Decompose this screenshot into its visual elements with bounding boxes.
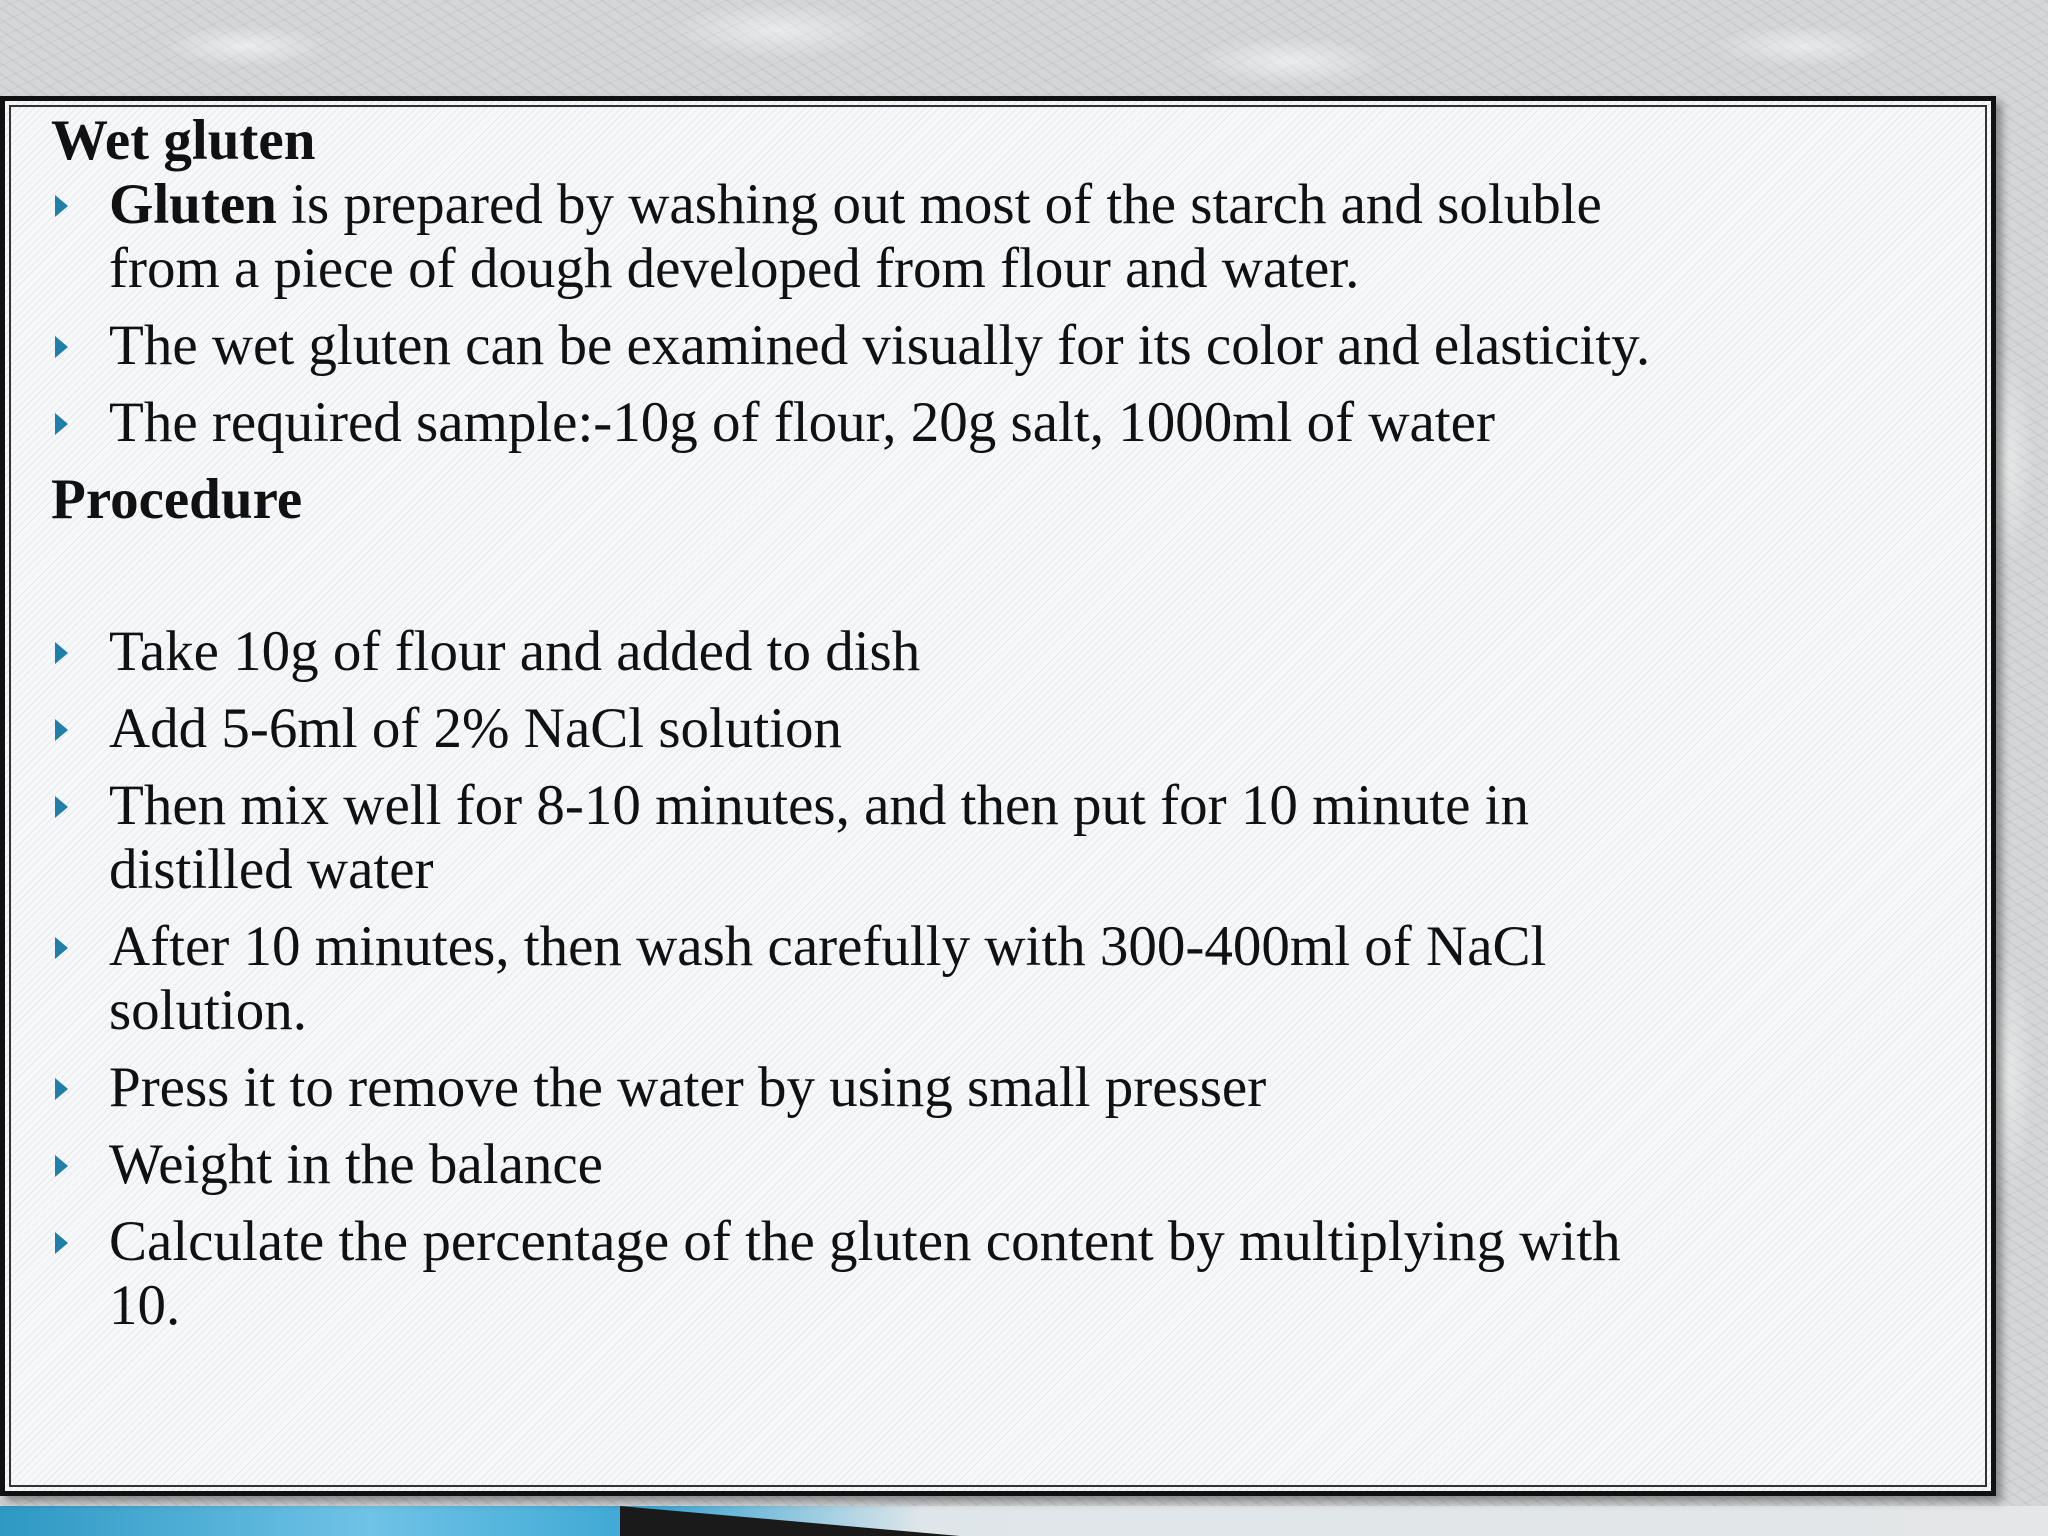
spacer bbox=[51, 532, 1971, 620]
list-item-line: Take 10g of flour and added to dish bbox=[109, 620, 921, 683]
list-item bbox=[51, 173, 1971, 301]
bottom-accent-wedge bbox=[620, 1506, 960, 1536]
triangle-right-icon bbox=[55, 336, 68, 358]
list-item bbox=[51, 314, 1971, 378]
list-item-line: Calculate the percentage of the gluten content by multiplying with bbox=[109, 1210, 1621, 1273]
list-item-line: The wet gluten can be examined visually for its color and elasticity. bbox=[109, 314, 1651, 377]
wet-gluten-list bbox=[51, 173, 1971, 455]
list-item-line: Then mix well for 8-10 minutes, and then put for 10 minute in bbox=[109, 774, 1529, 837]
slide-content bbox=[51, 109, 1971, 1351]
list-item bbox=[51, 697, 1971, 761]
bottom-accent-band bbox=[0, 1506, 2048, 1536]
list-item bbox=[51, 1056, 1971, 1120]
content-panel bbox=[0, 96, 1996, 1496]
list-item-line: solution. bbox=[109, 979, 307, 1042]
list-item-line: Press it to remove the water by using small presser bbox=[109, 1056, 1267, 1119]
triangle-right-icon bbox=[55, 1155, 68, 1177]
triangle-right-icon bbox=[55, 719, 68, 741]
list-item-line: from a piece of dough developed from flour and water. bbox=[109, 237, 1360, 300]
procedure-list bbox=[51, 620, 1971, 1338]
list-item-line bbox=[109, 173, 1971, 237]
section-heading-wet-gluten: Wet gluten bbox=[51, 109, 316, 172]
list-item bbox=[51, 620, 1971, 684]
list-item-line: After 10 minutes, then wash carefully with 300-400ml of NaCl bbox=[109, 915, 1547, 978]
list-item-line: Add 5-6ml of 2% NaCl solution bbox=[109, 697, 843, 760]
list-item-line: The required sample:-10g of flour, 20g salt, 1000ml of water bbox=[109, 391, 1495, 454]
list-item bbox=[51, 1133, 1971, 1197]
list-item-line: 10. bbox=[109, 1274, 181, 1337]
list-item-text: is prepared by washing out most of the starch and soluble bbox=[276, 173, 1602, 236]
list-item bbox=[51, 915, 1971, 1043]
section-heading-procedure: Procedure bbox=[51, 468, 303, 531]
triangle-right-icon bbox=[55, 1078, 68, 1100]
list-item-bold-lead: Gluten bbox=[109, 173, 277, 236]
triangle-right-icon bbox=[55, 796, 68, 818]
triangle-right-icon bbox=[55, 642, 68, 664]
list-item bbox=[51, 391, 1971, 455]
list-item bbox=[51, 1210, 1971, 1338]
triangle-right-icon bbox=[55, 937, 68, 959]
triangle-right-icon bbox=[55, 413, 68, 435]
list-item-line: Weight in the balance bbox=[109, 1133, 603, 1196]
list-item-line: distilled water bbox=[109, 838, 434, 901]
triangle-right-icon bbox=[55, 195, 68, 217]
triangle-right-icon bbox=[55, 1232, 68, 1254]
list-item bbox=[51, 774, 1971, 902]
